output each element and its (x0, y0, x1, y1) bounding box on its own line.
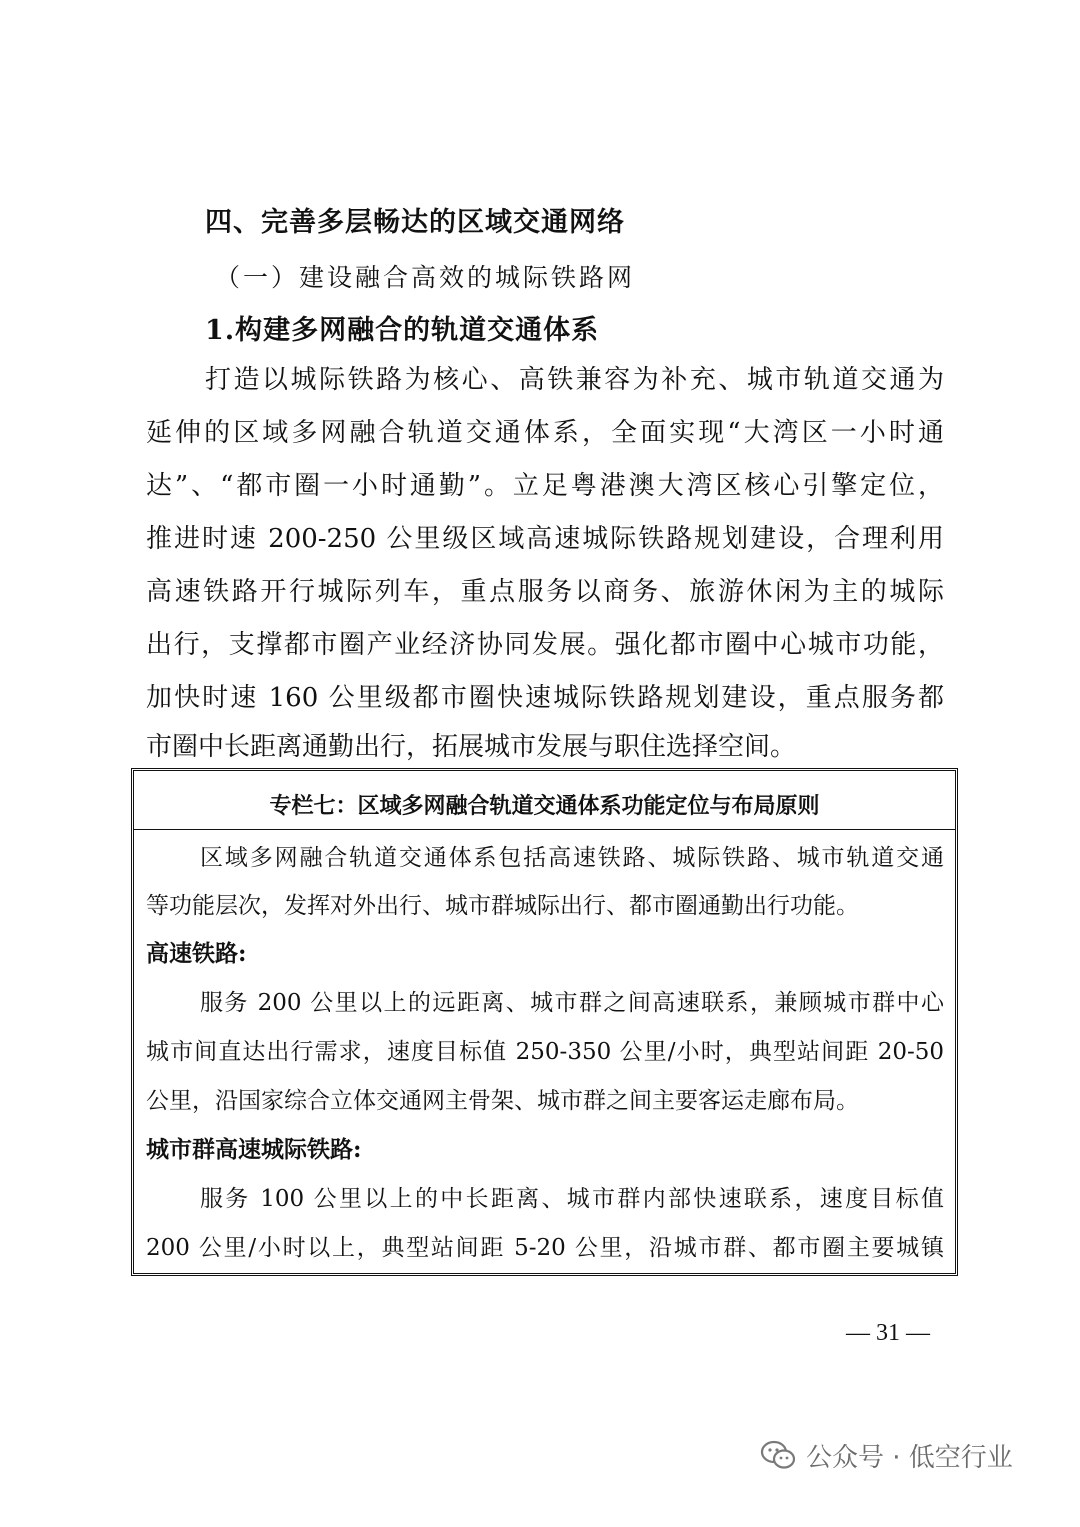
box-title: 专栏七：区域多网融合轨道交通体系功能定位与布局原则 (269, 794, 820, 819)
box-intro-line: 区域多网融合轨道交通体系包括高速铁路、城际铁路、城市轨道交通 (200, 845, 944, 871)
watermark (760, 1437, 1013, 1473)
body-line: 加快时速 160 公里级都市圈快速城际铁路规划建设，重点服务都 (146, 683, 944, 713)
high-speed-line: 服务 200 公里以上的远距离、城市群之间高速联系，兼顾城市群中心 (200, 990, 944, 1016)
body-line: 市圈中长距离通勤出行，拓展城市发展与职住选择空间。 (146, 732, 797, 762)
intercity-heading: 城市群高速城际铁路: (146, 1136, 362, 1163)
item-heading: 1.构建多网融合的轨道交通体系 (205, 315, 600, 346)
wechat-icon (760, 1440, 796, 1470)
intercity-line: 200 公里/小时以上，典型站间距 5-20 公里，沿城市群、都市圈主要城镇 (146, 1235, 944, 1261)
body-line: 出行，支撑都市圈产业经济协同发展。强化都市圈中心城市功能， (146, 630, 944, 660)
body-line: 达”、“都市圈一小时通勤”。立足粤港澳大湾区核心引擎定位， (146, 471, 944, 501)
high-speed-line: 公里，沿国家综合立体交通网主骨架、城市群之间主要客运走廊布局。 (146, 1088, 859, 1114)
body-line: 延伸的区域多网融合轨道交通体系，全面实现“大湾区一小时通 (146, 418, 944, 448)
intercity-line: 服务 100 公里以上的中长距离、城市群内部快速联系，速度目标值 (200, 1186, 944, 1212)
box-title-row (134, 771, 955, 830)
section-heading: 四、完善多层畅达的区域交通网络 (205, 207, 625, 238)
body-line: 打造以城际铁路为核心、高铁兼容为补充、城市轨道交通为 (205, 365, 944, 395)
subsection-heading: （一）建设融合高效的城际铁路网 (215, 263, 636, 292)
body-line: 高速铁路开行城际列车，重点服务以商务、旅游休闲为主的城际 (146, 577, 944, 607)
box-intro-line: 等功能层次，发挥对外出行、城市群城际出行、都市圈通勤出行功能。 (146, 893, 859, 919)
body-line: 推进时速 200-250 公里级区域高速城际铁路规划建设，合理利用 (146, 524, 944, 554)
high-speed-heading: 高速铁路: (146, 940, 247, 967)
high-speed-line: 城市间直达出行需求，速度目标值 250-350 公里/小时，典型站间距 20-50 (146, 1039, 944, 1065)
watermark-text: 公众号 · 低空行业 (806, 1442, 1013, 1473)
page-number: — 31 — (846, 1320, 930, 1346)
